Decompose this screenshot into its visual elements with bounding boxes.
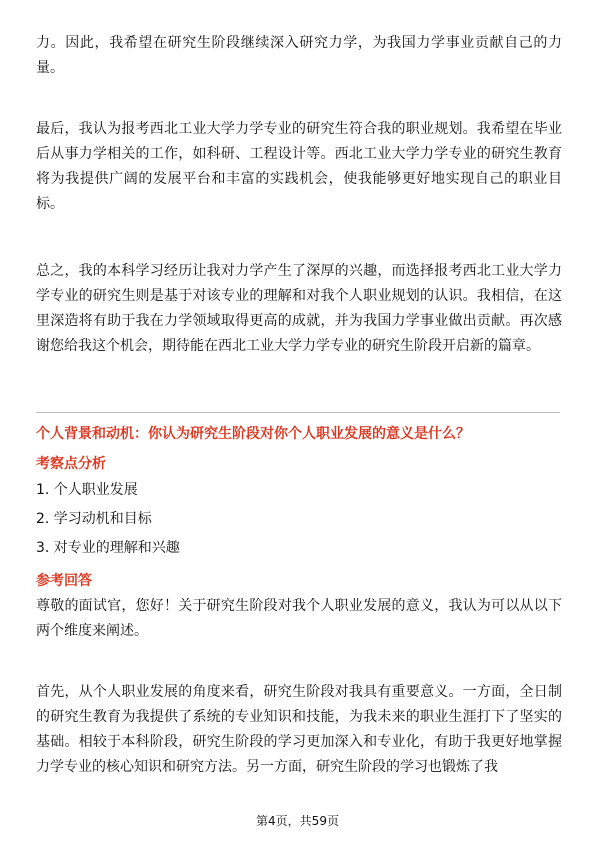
answer-paragraph-greeting: 尊敬的面试官，您好！关于研究生阶段对我个人职业发展的意义，我认为可以从以下两个维度来阐述。 [36, 598, 562, 639]
analysis-list-item: 1. 个人职业发展 [36, 482, 138, 498]
answer-heading: 参考回答 [36, 573, 92, 589]
answer-paragraph-first-point: 首先，从个人职业发展的角度来看，研究生阶段对我具有重要意义。一方面，全日制的研究生教育为我提供了系统的专业知识和技能，为我未来的职业生涯打下了坚实的基础。相较于本科阶段，研究生阶段的学习更加深入和专业化，有助于我更好地掌握力学专业的核心知识和研究方法。另一方面，研究生阶段的学习也锻炼了我 [36, 684, 562, 775]
section-divider [36, 412, 560, 413]
analysis-heading: 考察点分析 [36, 456, 106, 472]
analysis-list-item: 2. 学习动机和目标 [36, 511, 152, 527]
interview-question: 个人背景和动机：你认为研究生阶段对你个人职业发展的意义是什么？ [36, 426, 470, 442]
page-number: 第4页，共59页 [256, 814, 339, 828]
paragraph-contribution: 力。因此，我希望在研究生阶段继续深入研究力学，为我国力学事业贡献自己的力量。 [36, 35, 562, 76]
paragraph-conclusion: 总之，我的本科学习经历让我对力学产生了深厚的兴趣，而选择报考西北工业大学力学专业的研究生则是基于对该专业的理解和对我个人职业规划的认识。我相信，在这里深造将有助于我在力学领域取得更高的成就，并为我国力学事业做出贡献。再次感谢您给我这个机会，期待能在西北工业大学力学专业的研究生阶段开启新的篇章。 [36, 263, 562, 354]
analysis-list-item: 3. 对专业的理解和兴趣 [36, 540, 180, 556]
paragraph-career-plan: 最后，我认为报考西北工业大学力学专业的研究生符合我的职业规划。我希望在毕业后从事力学相关的工作，如科研、工程设计等。西北工业大学力学专业的研究生教育将为我提供广阔的发展平台和丰富的实践机会，使我能够更好地实现自己的职业目标。 [36, 121, 562, 212]
